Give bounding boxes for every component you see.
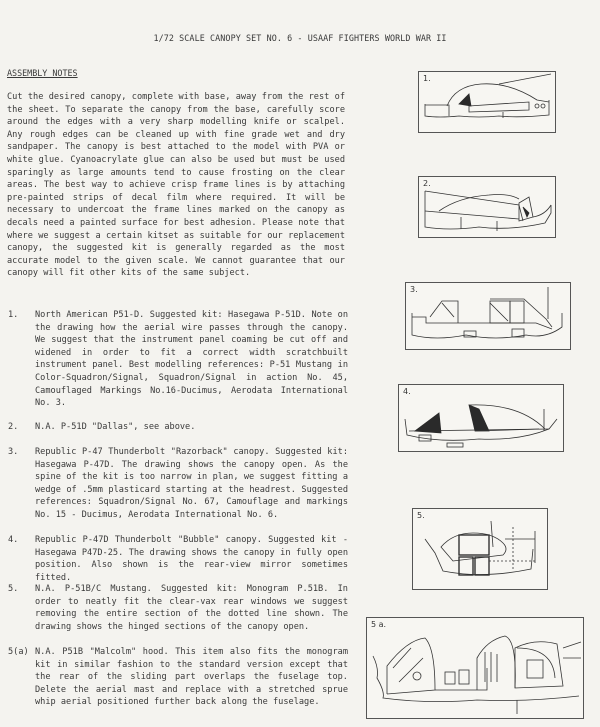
note-item-5 [8, 583, 348, 633]
figure-label: 1. [423, 74, 431, 83]
section-heading: ASSEMBLY NOTES [7, 68, 78, 78]
note-number: 4. [8, 535, 19, 545]
note-number: 5(a) [8, 647, 29, 657]
figure-5a-malcolm-hood [366, 617, 584, 719]
figure-4-p47d-bubble-canopy [398, 384, 564, 452]
canopy-drawing-icon [406, 283, 570, 349]
canopy-drawing-icon [399, 385, 563, 451]
note-text: Republic P-47 Thunderbolt "Razorback" canopy. Suggested kit: Hasegawa P-47D. The drawing shows the canopy open. As the spine of the kit is too narrow in plan, we suggest fitting a wedge of .5mm plasticard starting at the headrest. Suggested references: Squadron/Signal No. 67, Camouflage and markings No. 15 - Ducimus, Aerodata International No. 6. [35, 447, 348, 520]
figure-2-p51d-dallas-canopy [418, 176, 556, 238]
note-item-4 [8, 534, 348, 584]
figure-label: 4. [403, 387, 411, 396]
figure-label: 3. [410, 285, 418, 294]
intro-paragraph: Cut the desired canopy, complete with base, away from the rest of the sheet. To separate the canopy from the base, carefully score around the edges with a very sharp modelling knife or scalpel. Any rough edges can be cleaned up with fine grade wet and dry sandpaper. The canopy is best attached to the model with PVA or white glue. Cyanoacrylate glue can also be used but must be used sparingly as large amounts tend to cause frosting on the clear areas. The best way to achieve crisp frame lines is by attaching pre-painted strips of decal film where required. It will be necessary to undercoat the frame lines marked on the canopy as decals need a painted surface for best adhesion. Please note that where we suggest a certain kitset as suitable for our replacement canopy, the suggested kit is generally regarded as the most accurate model to the given scale. We cannot guarantee that our canopy will fit other kits of the same subject. [7, 92, 345, 279]
note-item-5a [8, 646, 348, 709]
canopy-drawing-icon [413, 509, 547, 589]
note-text: North American P51-D. Suggested kit: Hasegawa P-51D. Note on the drawing how the aerial wire passes through the canopy. We suggest that the instrument panel coaming be cut off and widened in order to fit a correct width scratchbuilt instrument panel. Best modelling references: P-51 Mustang in Color-Squadron/Signal, Squadron/Signal in action No. 45, Camouflaged Markings No.16-Ducimus, Aerodata International No. 3. [35, 310, 348, 409]
note-text: N.A. P-51D "Dallas", see above. [35, 422, 196, 432]
note-number: 1. [8, 310, 19, 320]
canopy-drawing-icon [419, 177, 555, 237]
note-text: N.A. P51B "Malcolm" hood. This item also fits the monogram kit in similar fashion to the standard version except that the rear of the sliding part overlaps the fuselage top. Delete the aerial mast and replace with a stretched sprue whip aerial positioned further back along the fuselage. [35, 647, 348, 708]
note-item-1 [8, 309, 348, 410]
note-item-3 [8, 446, 348, 522]
canopy-drawing-icon [367, 618, 583, 718]
figure-5-p51bc-canopy [412, 508, 548, 590]
note-item-2 [8, 421, 348, 434]
document-title: 1/72 SCALE CANOPY SET NO. 6 - USAAF FIGHTERS WORLD WAR II [153, 33, 447, 43]
note-text: Republic P-47D Thunderbolt "Bubble" canopy. Suggested kit - Hasegawa P47D-25. The drawing shows the canopy in fully open position. Also shown is the rear-view mirror sometimes fitted. [35, 535, 348, 583]
figure-label: 2. [423, 179, 431, 188]
figure-3-p47-razorback-canopy [405, 282, 571, 350]
figure-label: 5. [417, 511, 425, 520]
note-number: 3. [8, 447, 19, 457]
note-number: 5. [8, 584, 19, 594]
canopy-drawing-icon [419, 72, 555, 132]
figure-label: 5 a. [371, 620, 387, 629]
note-number: 2. [8, 422, 19, 432]
note-text: N.A. P-51B/C Mustang. Suggested kit: Monogram P.51B. In order to neatly fit the clear-vax rear windows we suggest removing the entire section of the dotted line shown. The drawing shows the hinged sections of the canopy open. [35, 584, 348, 632]
figure-1-p51d-canopy [418, 71, 556, 133]
